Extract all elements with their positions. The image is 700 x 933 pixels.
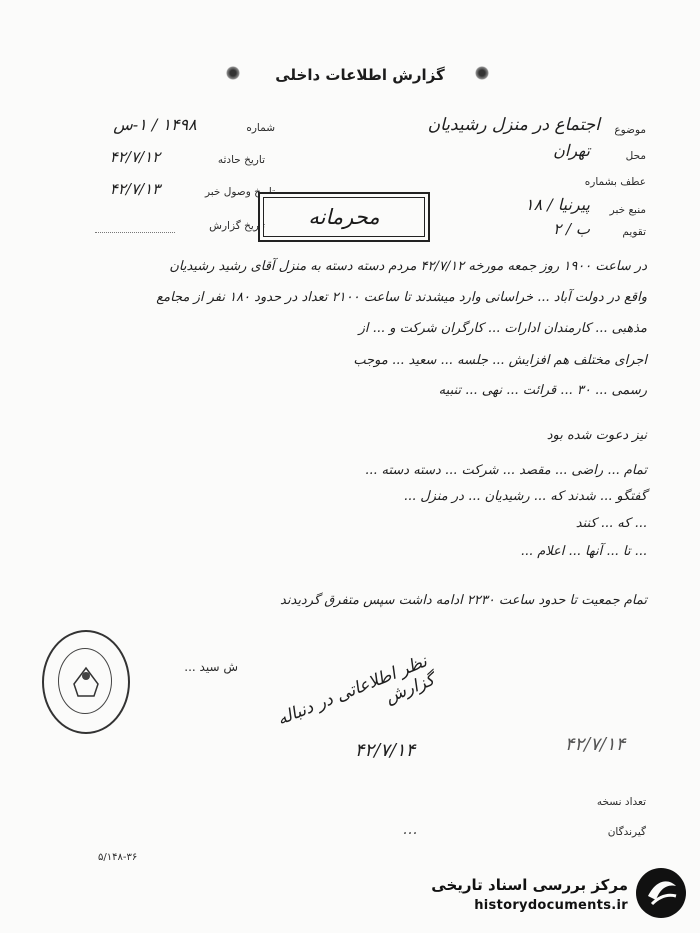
backref-label: عطف بشماره [584,176,646,188]
source-label: منبع خبر [609,204,646,216]
confidential-stamp-text: محرمانه [308,205,380,229]
body-line-10: ... تا ... آنها ... اعلام ... [520,544,647,559]
recipients-scribble: … [402,820,418,838]
watermark-org-name: مرکز بررسی اسناد تاریخی [431,876,628,894]
signature-label: ش سید ... [184,660,238,674]
body-line-3: مذهبی ... کارمندان ادارات ... کارگران شرکت و ... از [358,321,647,336]
document-title: گزارش اطلاعات داخلی [275,66,445,84]
form-code: ۵/۱۴۸-۳۶ [98,852,138,863]
body-line-4: اجرای مختلف هم افزایش ... جلسه ... سعید ... موجب [353,353,647,368]
archive-logo-icon [634,866,688,920]
seal-emblem-icon [44,632,128,732]
incident-date-value: ۴۲/۷/۱۲ [109,148,161,166]
source-value: پیرنیا / ۱۸ [524,195,590,214]
receipt-date-value: ۴۲/۷/۱۳ [109,180,161,198]
body-line-8: گفتگو ... شدند که ... رشیدیان ... در منزل ... [403,489,647,504]
header-ornament-left-icon [226,66,240,80]
body-line-11: تمام جمعیت تا حدود ساعت ۲۲۳۰ ادامه داشت سپس متفرق گردیدند [280,593,647,608]
evaluation-value: ب / ۲ [553,220,590,238]
body-line-7: تمام ... راضی ... مقصد ... شرکت ... دسته دسته ... [364,463,647,478]
incident-date-label: تاریخ حادثه [217,154,265,166]
body-line-5: رسمی ... ۳۰ ... قرائت ... نهی ... تنبیه [438,383,647,398]
handwritten-date: ۴۲/۷/۱۴ [354,740,416,761]
watermark-site: historydocuments.ir [474,898,628,913]
recipients-label: گیرندگان [607,826,646,838]
receipt-date-label: تاریخ وصول خبر [204,186,275,198]
header-ornament-right-icon [475,66,489,80]
number-value: ۱۴۹۸ / ۱-س [113,115,197,134]
place-label: محل [625,150,646,162]
report-date-line [95,232,175,233]
subject-label: موضوع [614,124,646,136]
margin-date: ۴۲/۷/۱۴ [564,734,626,755]
official-seal-icon [42,630,130,734]
copies-label: تعداد نسخه [596,796,646,808]
subject-value: اجتماع در منزل رشیدیان [427,115,600,135]
report-date-label: تاریخ گزارش [209,220,265,232]
evaluation-label: تقویم [622,226,646,238]
body-line-2: واقع در دولت آباد ... خراسانی وارد میشدند تا ساعت ۲۱۰۰ تعداد در حدود ۱۸۰ نفر از مجامع [156,290,647,305]
body-line-1: در ساعت ۱۹۰۰ روز جمعه مورخه ۴۲/۷/۱۲ مردم دسته دسته به منزل آقای رشید رشیدیان [169,259,647,274]
number-label: شماره [246,122,275,134]
place-value: تهران [553,141,590,160]
body-line-6: نیز دعوت شده بود [546,428,647,443]
confidential-stamp [258,192,430,242]
body-line-9: ... که ... کنند [575,516,647,531]
handwritten-note: نظر اطلاعاتی در دنباله گزارش [274,651,438,730]
